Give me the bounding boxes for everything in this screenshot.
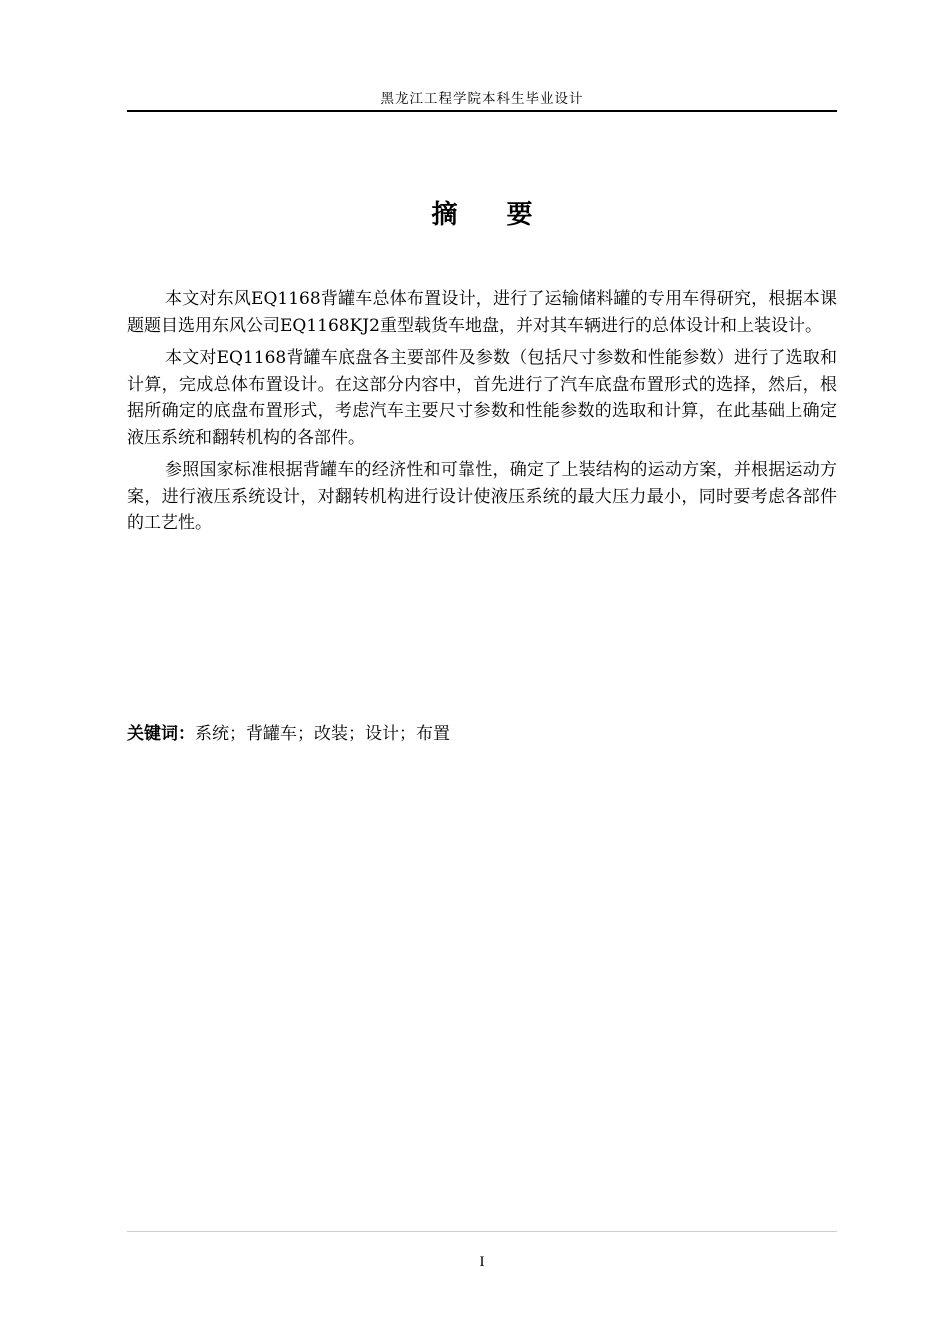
keywords-line [127,721,837,747]
footer-rule [127,1231,837,1232]
abstract-paragraph-2: 本文对EQ1168背罐车底盘各主要部件及参数（包括尺寸参数和性能参数）进行了选取和计算，完成总体布置设计。在这部分内容中，首先进行了汽车底盘布置形式的选择，然后，根据所确定的底盘布置形式，考虑汽车主要尺寸参数和性能参数的选取和计算，在此基础上确定液压系统和翻转机构的各部件。 [127,348,837,448]
header-rule [127,110,837,112]
abstract-body [127,286,837,543]
abstract-paragraph-3: 参照国家标准根据背罐车的经济性和可靠性，确定了上装结构的运动方案，并根据运动方案，进行液压系统设计，对翻转机构进行设计使液压系统的最大压力最小，同时要考虑各部件的工艺性。 [127,460,837,533]
page-header: 黑龙江工程学院本科生毕业设计 [380,91,584,107]
keywords-value: 系统；背罐车；改装；设计；布置 [195,724,450,744]
abstract-title: 摘 要 [431,200,553,230]
keywords-label: 关键词： [127,724,195,744]
abstract-paragraph-1: 本文对东风EQ1168背罐车总体布置设计，进行了运输储料罐的专用车得研究，根据本课题题目选用东风公司EQ1168KJ2重型载货车地盘，并对其车辆进行的总体设计和上装设计。 [127,289,837,336]
page-number: I [479,1254,485,1270]
